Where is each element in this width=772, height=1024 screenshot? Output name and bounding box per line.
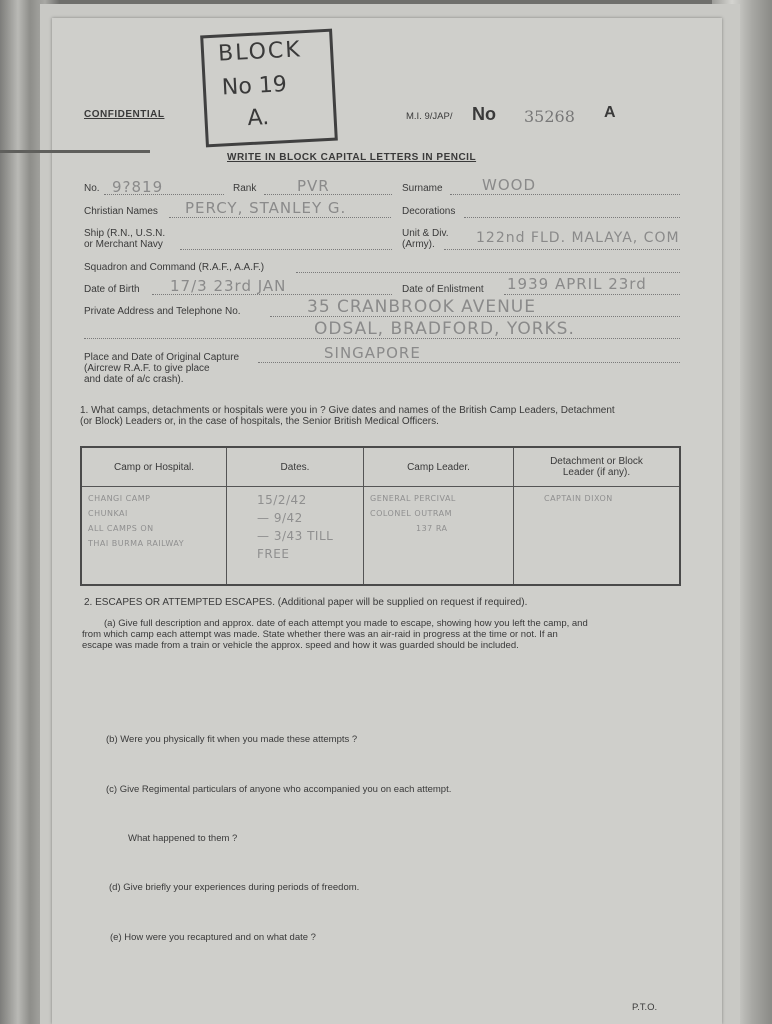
question-1-line-1: 1. What camps, detachments or hospitals were you in ? Give dates and names of the British Camp Leaders, Detachment [80, 405, 615, 416]
squadron-line [296, 272, 680, 273]
address-value-1: 35 CRANBROOK AVENUE [307, 297, 536, 317]
table-row [81, 487, 680, 586]
dates-cell [227, 487, 364, 586]
decorations-label: Decorations [402, 206, 456, 217]
question-2a-line-2: from which camp each attempt was made. State whether there was an air-raid in progress at the time or not. If an [82, 629, 558, 640]
surname-line [450, 194, 680, 195]
stamp-line-2: No 19 [221, 72, 288, 101]
unit-label-2: (Army). [402, 239, 435, 250]
question-2a-line-3: escape was made from a train or vehicle the approx. speed and how it was guarded should be included. [82, 640, 519, 651]
capture-value: SINGAPORE [324, 344, 421, 362]
date-entry: — 3/43 TILL [257, 529, 334, 543]
enlistment-line [504, 294, 680, 295]
dob-value: 17/3 23rd JAN [170, 277, 287, 295]
camps-cell [81, 487, 227, 586]
stamp-line-3: A. [246, 105, 270, 132]
rank-value: PVR [297, 177, 330, 195]
serial-number: 35268 [524, 107, 575, 126]
no-label: No. [84, 183, 100, 194]
question-2d: (d) Give briefly your experiences during periods of freedom. [109, 882, 360, 893]
ship-label-1: Ship (R.N., U.S.N. [84, 228, 166, 239]
unit-label-1: Unit & Div. [402, 228, 449, 239]
capture-line [258, 362, 680, 363]
ship-line [180, 249, 392, 250]
dob-label: Date of Birth [84, 284, 140, 295]
camp-entry: ALL CAMPS ON [88, 524, 154, 533]
no-value: 9?819 [112, 178, 164, 196]
christian-names-value: PERCY, STANLEY G. [185, 199, 347, 217]
leader-entry: GENERAL PERCIVAL [370, 494, 456, 503]
surname-value: WOOD [482, 176, 536, 194]
header-dates: Dates. [227, 447, 364, 487]
unit-line [444, 249, 680, 250]
header-camp-or-hospital: Camp or Hospital. [81, 447, 227, 487]
binding-string [0, 150, 150, 153]
stamp-line-1: BLOCK [217, 37, 303, 67]
question-2b: (b) Were you physically fit when you made these attempts ? [106, 734, 358, 745]
ship-label-2: or Merchant Navy [84, 239, 163, 250]
capture-label-2: (Aircrew R.A.F. to give place [84, 363, 210, 374]
enlistment-label: Date of Enlistment [402, 284, 484, 295]
address-label: Private Address and Telephone No. [84, 306, 241, 317]
detachment-leader-cell [514, 487, 681, 586]
surname-label: Surname [402, 183, 443, 194]
instruction-heading: WRITE IN BLOCK CAPITAL LETTERS IN PENCIL [227, 152, 477, 163]
camp-entry: CHUNKAI [88, 509, 128, 518]
confidential-label: CONFIDENTIAL [84, 109, 165, 120]
question-2c: (c) Give Regimental particulars of anyone who accompanied you on each attempt. [106, 784, 452, 795]
question-2a-line-1: (a) Give full description and approx. date of each attempt you made to escape, showing how you left the camp, and [104, 618, 588, 629]
date-entry: FREE [257, 547, 290, 561]
address-value-2: ODSAL, BRADFORD, YORKS. [314, 319, 575, 339]
serial-no-label: No [472, 104, 496, 124]
question-2-heading: 2. ESCAPES OR ATTEMPTED ESCAPES. (Additional paper will be supplied on request if required). [84, 597, 528, 608]
decorations-line [464, 217, 680, 218]
serial-suffix: A [604, 104, 616, 121]
question-2e: (e) How were you recaptured and on what date ? [110, 932, 316, 943]
christian-names-label: Christian Names [84, 206, 158, 217]
camp-leader-cell [364, 487, 514, 586]
capture-label-3: and date of a/c crash). [84, 374, 184, 385]
header-detachment-leader: Detachment or Block Leader (if any). [514, 447, 681, 487]
reference-code: M.I. 9/JAP/ [406, 111, 453, 122]
pto-label: P.T.O. [632, 1002, 658, 1013]
date-entry: — 9/42 [257, 511, 303, 525]
date-entry: 15/2/42 [257, 493, 307, 507]
detachment-entry: CAPTAIN DIXON [544, 494, 613, 503]
rank-label: Rank [233, 183, 257, 194]
leader-entry: COLONEL OUTRAM [370, 509, 453, 518]
capture-label-1: Place and Date of Original Capture [84, 352, 240, 363]
camp-entry: CHANGI CAMP [88, 494, 151, 503]
leader-entry: 137 RA [416, 524, 448, 533]
camps-table-header [81, 447, 680, 487]
camps-table [80, 446, 681, 586]
christian-names-line [169, 217, 391, 218]
unit-value: 122nd FLD. MALAYA, COM [476, 230, 680, 246]
squadron-label: Squadron and Command (R.A.F., A.A.F.) [84, 262, 265, 273]
camp-entry: THAI BURMA RAILWAY [88, 539, 185, 548]
question-2c-followup: What happened to them ? [128, 833, 238, 844]
block-stamp [200, 29, 338, 148]
enlistment-value: 1939 APRIL 23rd [507, 275, 647, 293]
questionnaire-sheet [52, 18, 722, 1024]
question-1-line-2: (or Block) Leaders or, in the case of hospitals, the Senior British Medical Officers. [80, 416, 439, 427]
header-camp-leader: Camp Leader. [364, 447, 514, 487]
